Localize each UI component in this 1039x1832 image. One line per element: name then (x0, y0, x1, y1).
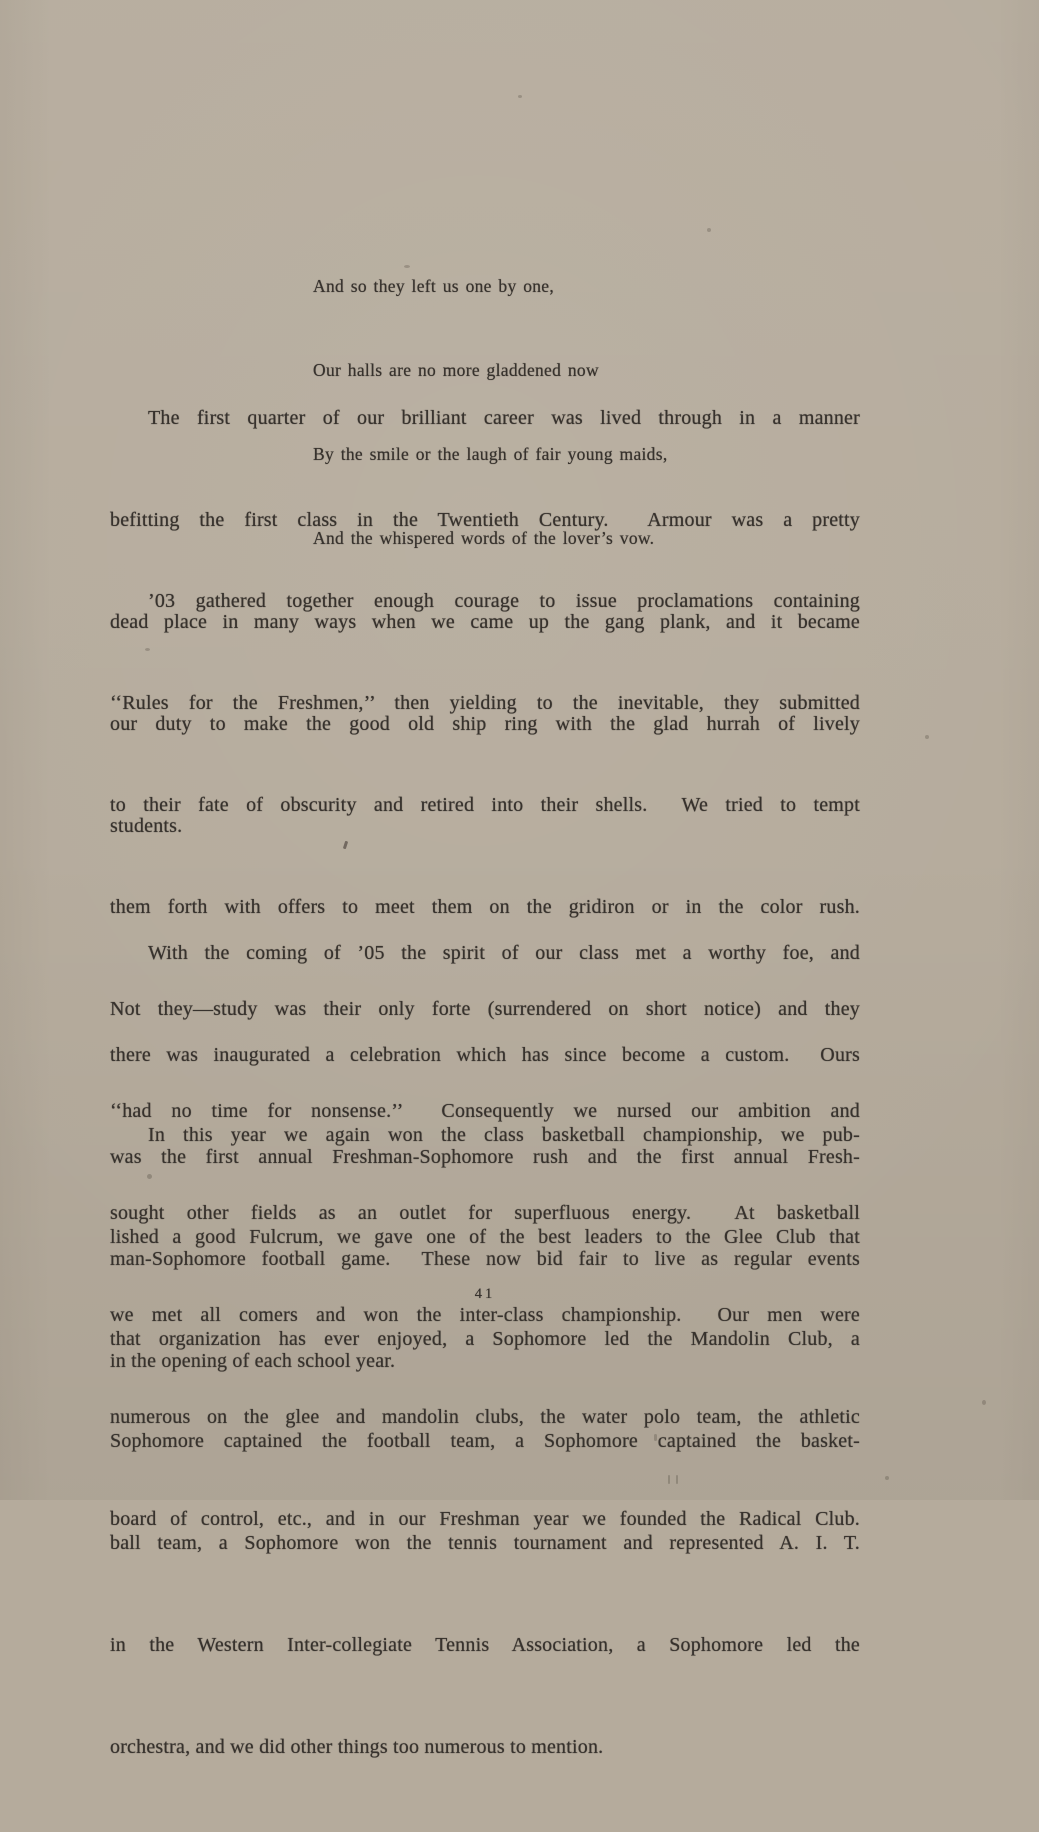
body-line: sought other fields as an outlet for superfluous energy. At basketball (110, 1202, 860, 1224)
body-line: dead place in many ways when we came up the gang plank, and it became (110, 611, 860, 633)
scan-speck (925, 735, 929, 739)
body-line: students. (110, 815, 183, 837)
body-line: there was inaugurated a celebration which has since become a custom. Ours (110, 1044, 860, 1066)
body-line: board of control, etc., and in our Freshman year we founded the Radical Club. (110, 1508, 860, 1530)
page-number: 41 (474, 1286, 496, 1302)
body-line: numerous on the glee and mandolin clubs, the water polo team, the athletic (110, 1406, 860, 1428)
body-line: With the coming of ’05 the spirit of our class met a worthy foe, and (148, 942, 860, 964)
body-line: in the opening of each school year. (110, 1350, 396, 1372)
poem-line: By the smile or the laugh of fair young maids, (313, 444, 668, 464)
body-line: In this year we again won the class basketball championship, we pub- (148, 1124, 860, 1146)
body-line: Not they—study was their only forte (surrendered on short notice) and they (110, 998, 860, 1020)
body-line: to their fate of obscurity and retired into their shells. We tried to tempt (110, 794, 860, 816)
poem-line: And so they left us one by one, (313, 276, 555, 296)
scan-speck (518, 95, 522, 98)
scan-speck (145, 648, 150, 651)
scan-speck (885, 1476, 889, 1480)
scan-speck (707, 228, 711, 232)
body-line: befitting the first class in the Twentieth Century. Armour was a pretty (110, 509, 860, 531)
scan-speck (147, 1174, 152, 1179)
body-line: in the Western Inter-collegiate Tennis Association, a Sophomore led the (110, 1634, 860, 1656)
body-line: man-Sophomore football game. These now bid fair to live as regular events (110, 1248, 860, 1270)
body-line: we met all comers and won the inter-class championship. Our men were (110, 1304, 860, 1326)
body-line: ‘‘had no time for nonsense.’’ Consequently we nursed our ambition and (110, 1100, 860, 1122)
poem-line: Our halls are no more gladdened now (313, 360, 599, 380)
poem-line: And the whispered words of the lover’s vow. (313, 528, 655, 548)
paragraph-4 (110, 1050, 860, 1832)
body-line: lished a good Fulcrum, we gave one of the best leaders to the Glee Club that (110, 1226, 860, 1248)
body-line: The first quarter of our brilliant career was lived through in a manner (148, 407, 860, 429)
scan-speck (668, 1475, 670, 1484)
scan-speck (982, 1400, 986, 1405)
scan-speck (654, 1434, 657, 1441)
body-line: them forth with offers to meet them on the gridiron or in the color rush. (110, 896, 860, 918)
scan-speck (404, 265, 410, 268)
body-line: Sophomore captained the football team, a Sophomore captained the basket- (110, 1430, 860, 1452)
body-line: ball team, a Sophomore won the tennis tournament and represented A. I. T. (110, 1532, 860, 1554)
body-line: orchestra, and we did other things too numerous to mention. (110, 1736, 604, 1758)
body-line: was the first annual Freshman-Sophomore rush and the first annual Fresh- (110, 1146, 860, 1168)
body-line: ’03 gathered together enough courage to issue proclamations containing (148, 590, 860, 612)
scan-speck (676, 1475, 678, 1484)
body-line: our duty to make the good old ship ring with the glad hurrah of lively (110, 713, 860, 735)
body-line: that organization has ever enjoyed, a Sophomore led the Mandolin Club, a (110, 1328, 860, 1350)
body-line: ‘‘Rules for the Freshmen,’’ then yielding to the inevitable, they submitted (110, 692, 860, 714)
